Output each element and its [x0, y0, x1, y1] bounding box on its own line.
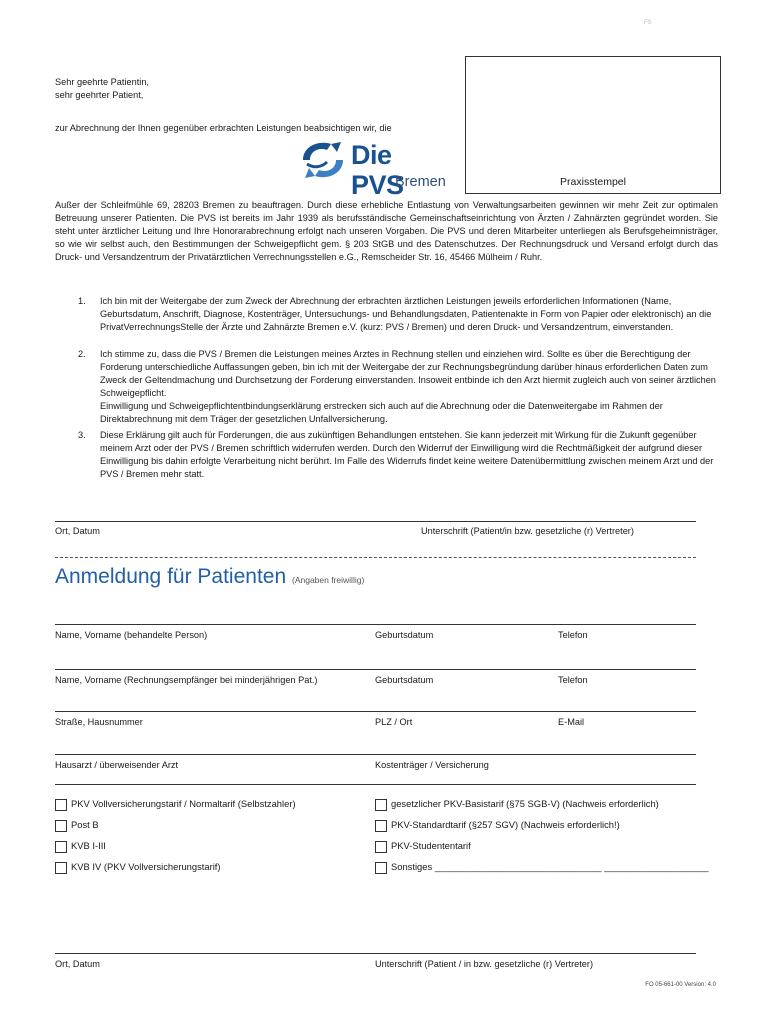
pvs-logo	[297, 136, 447, 200]
checkbox-basic-tariff[interactable]	[375, 797, 659, 811]
zip-city-label: PLZ / Ort	[375, 717, 413, 727]
consent-item-1	[55, 295, 720, 347]
signature-line-1[interactable]	[55, 521, 696, 522]
greeting-line-1: Sehr geehrte Patientin,	[55, 77, 149, 87]
insurer-label: Kostenträger / Versicherung	[375, 760, 489, 770]
item-number: 2.	[78, 349, 86, 359]
item-text: Ich bin mit der Weitergabe der zum Zweck der Abrechnung der erbrachten ärztlichen Leistungen jeweils erforderlichen Informationen (Name, Geburtsdatum, Anschrift, Diagnose, Kostenträger, Untersuchungs- und Behandlungsdaten, Patientenakte in Form von Papier oder elektronisch) an die PrivatVerrechnungsStelle der Ärzte und Zahnärzte Bremen e.V. (kurz: PVS / Bremen) und deren Druck- und Versandzentrum, einverstanden.	[100, 296, 712, 332]
checkbox-label: PKV-Studententarif	[391, 840, 471, 851]
pvs-swirl-logo-icon	[297, 138, 349, 182]
consent-item-3	[55, 429, 720, 495]
signature-line-2[interactable]	[55, 953, 696, 954]
checkbox-square[interactable]	[55, 862, 67, 874]
checkbox-post-b[interactable]	[55, 818, 99, 832]
place-date-label-1: Ort, Datum	[55, 526, 100, 536]
email-label: E-Mail	[558, 717, 585, 727]
checkbox-square[interactable]	[375, 841, 387, 853]
checkbox-kvb-1-3[interactable]	[55, 839, 106, 853]
checkbox-pkv-full[interactable]	[55, 797, 296, 811]
item-number: 1.	[78, 296, 86, 306]
item-text-part-2: Einwilligung und Schweigepflichtentbindungserklärung erstrecken sich auch auf die Abrechnung oder die Datenweitergabe im Rahmen der Direktabrechnung mit dem Träger der gesetzlichen Unfallversicherung.	[100, 401, 663, 424]
item-number: 3.	[78, 430, 86, 440]
checkbox-square[interactable]	[55, 799, 67, 811]
recipient-phone-label: Telefon	[558, 675, 588, 685]
checkbox-square[interactable]	[375, 862, 387, 874]
checkbox-label: PKV-Standardtarif (§257 SGV) (Nachweis erforderlich!)	[391, 819, 620, 830]
street-label: Straße, Hausnummer	[55, 717, 143, 727]
logo-city: Bremen	[395, 174, 446, 190]
field-line-row2[interactable]	[55, 669, 696, 670]
stamp-label: Praxisstempel	[560, 176, 626, 188]
checkbox-square[interactable]	[55, 820, 67, 832]
checkbox-standard-tariff[interactable]	[375, 818, 620, 832]
page-mark: FS	[644, 20, 652, 26]
item-text	[100, 348, 720, 426]
item-text: Diese Erklärung gilt auch für Forderungen, die aus zukünftigen Behandlungen entstehen. Sie kann jederzeit mit Wirkung für die Zukunft gegenüber meinem Arzt oder der PVS / Bremen schriftlich widerrufen werden. Durch den Widerruf der Einwilligung wird die Rechtmäßigkeit der aufgrund dieser Einwilligung bis dahin erfolgte Verarbeitung nicht berührt. Im Falle des Widerrufs findet keine weitere Datenübermittlung zwischen meinem Arzt und der PVS / Bremen mehr statt.	[100, 430, 714, 479]
checkbox-label: KVB IV (PKV Vollversicherungstarif)	[71, 861, 221, 872]
checkbox-label: Post B	[71, 819, 99, 830]
field-line-row4[interactable]	[55, 754, 696, 755]
cut-line	[55, 557, 696, 558]
checkbox-student-tariff[interactable]	[375, 839, 471, 853]
item-text-part-1: Ich stimme zu, dass die PVS / Bremen die Leistungen meines Arztes in Rechnung stellen und einziehen wird. Sollte es über die Berechtigung der Forderung unterschiedliche Auffassungen geben, bin ich mit der Weitergabe der zur Rechnungsbegründung darüber hinaus erforderlichen Daten zum Zweck der Geltendmachung und Durchsetzung der Forderung einverstanden. Insoweit entbinde ich den Arzt hiermit zugleich auch von seiner ärztlichen Schweigepflicht.	[100, 349, 716, 398]
checkbox-label: Sonstiges ________________________________ ____________________	[391, 861, 709, 872]
signature-label-2: Unterschrift (Patient / in bzw. gesetzliche (r) Vertreter)	[375, 959, 594, 969]
divider-line	[55, 784, 696, 785]
practice-stamp-box[interactable]	[465, 56, 721, 194]
form-version: FO 05-661-00 Version: 4.0	[645, 982, 716, 988]
field-line-row1[interactable]	[55, 624, 696, 625]
signature-label-1: Unterschrift (Patient/in bzw. gesetzliche (r) Vertreter)	[421, 526, 634, 536]
greeting-line-2: sehr geehrter Patient,	[55, 90, 144, 100]
checkbox-kvb-4[interactable]	[55, 860, 221, 874]
checkbox-other[interactable]	[375, 860, 709, 874]
intro-text: zur Abrechnung der Ihnen gegenüber erbrachten Leistungen beabsichtigen wir, die	[55, 123, 392, 133]
registration-optional-note: (Angaben freiwillig)	[292, 575, 365, 585]
recipient-dob-label: Geburtsdatum	[375, 675, 434, 685]
place-date-label-2: Ort, Datum	[55, 959, 100, 969]
patient-phone-label: Telefon	[558, 630, 588, 640]
consent-item-2	[55, 348, 720, 428]
patient-dob-label: Geburtsdatum	[375, 630, 434, 640]
logo-name: Die PVS	[351, 140, 404, 200]
checkbox-label: gesetzlicher PKV-Basistarif (§75 SGB-V) (Nachweis erforderlich)	[391, 798, 659, 809]
checkbox-square[interactable]	[375, 820, 387, 832]
greeting	[55, 76, 375, 102]
registration-title	[55, 564, 364, 593]
patient-name-label: Name, Vorname (behandelte Person)	[55, 630, 208, 640]
checkbox-square[interactable]	[55, 841, 67, 853]
doctor-label: Hausarzt / überweisender Arzt	[55, 760, 179, 770]
checkbox-label: PKV Vollversicherungstarif / Normaltarif (Selbstzahler)	[71, 798, 296, 809]
checkbox-square[interactable]	[375, 799, 387, 811]
recipient-name-label: Name, Vorname (Rechnungsempfänger bei minderjährigen Pat.)	[55, 675, 318, 685]
registration-title-text: Anmeldung für Patienten	[55, 565, 287, 588]
field-line-row3[interactable]	[55, 711, 696, 712]
main-paragraph: Außer der Schleifmühle 69, 28203 Bremen zu beauftragen. Durch diese erhebliche Entlastung von Verwaltungsarbeiten gewinnen wir mehr Zeit zur optimalen Betreuung unserer Patienten. Die PVS ist bereits im Jahr 1939 als berufsständische Gemeinschaftseinrichtung von Ärzten / Zahnärzten gegründet worden. Sie steht unter ärztlicher Leitung und Ihre Honorarabrechnung erfolgt nach unseren Vorgaben. Die PVS und deren Mitarbeiter unterliegen als Berufsgeheimnisträger, so wie wir selbst auch, den Bestimmungen der Schweigepflicht gem. § 203 StGB und des Datenschutzes. Der Rechnungsdruck und Versand erfolgt durch das Druck- und Versandzentrum der Privatärztlichen Verrechnungsstellen e.G., Remscheider Str. 16, 45466 Mülheim / Ruhr.	[55, 200, 718, 262]
checkbox-label: KVB I-III	[71, 840, 106, 851]
